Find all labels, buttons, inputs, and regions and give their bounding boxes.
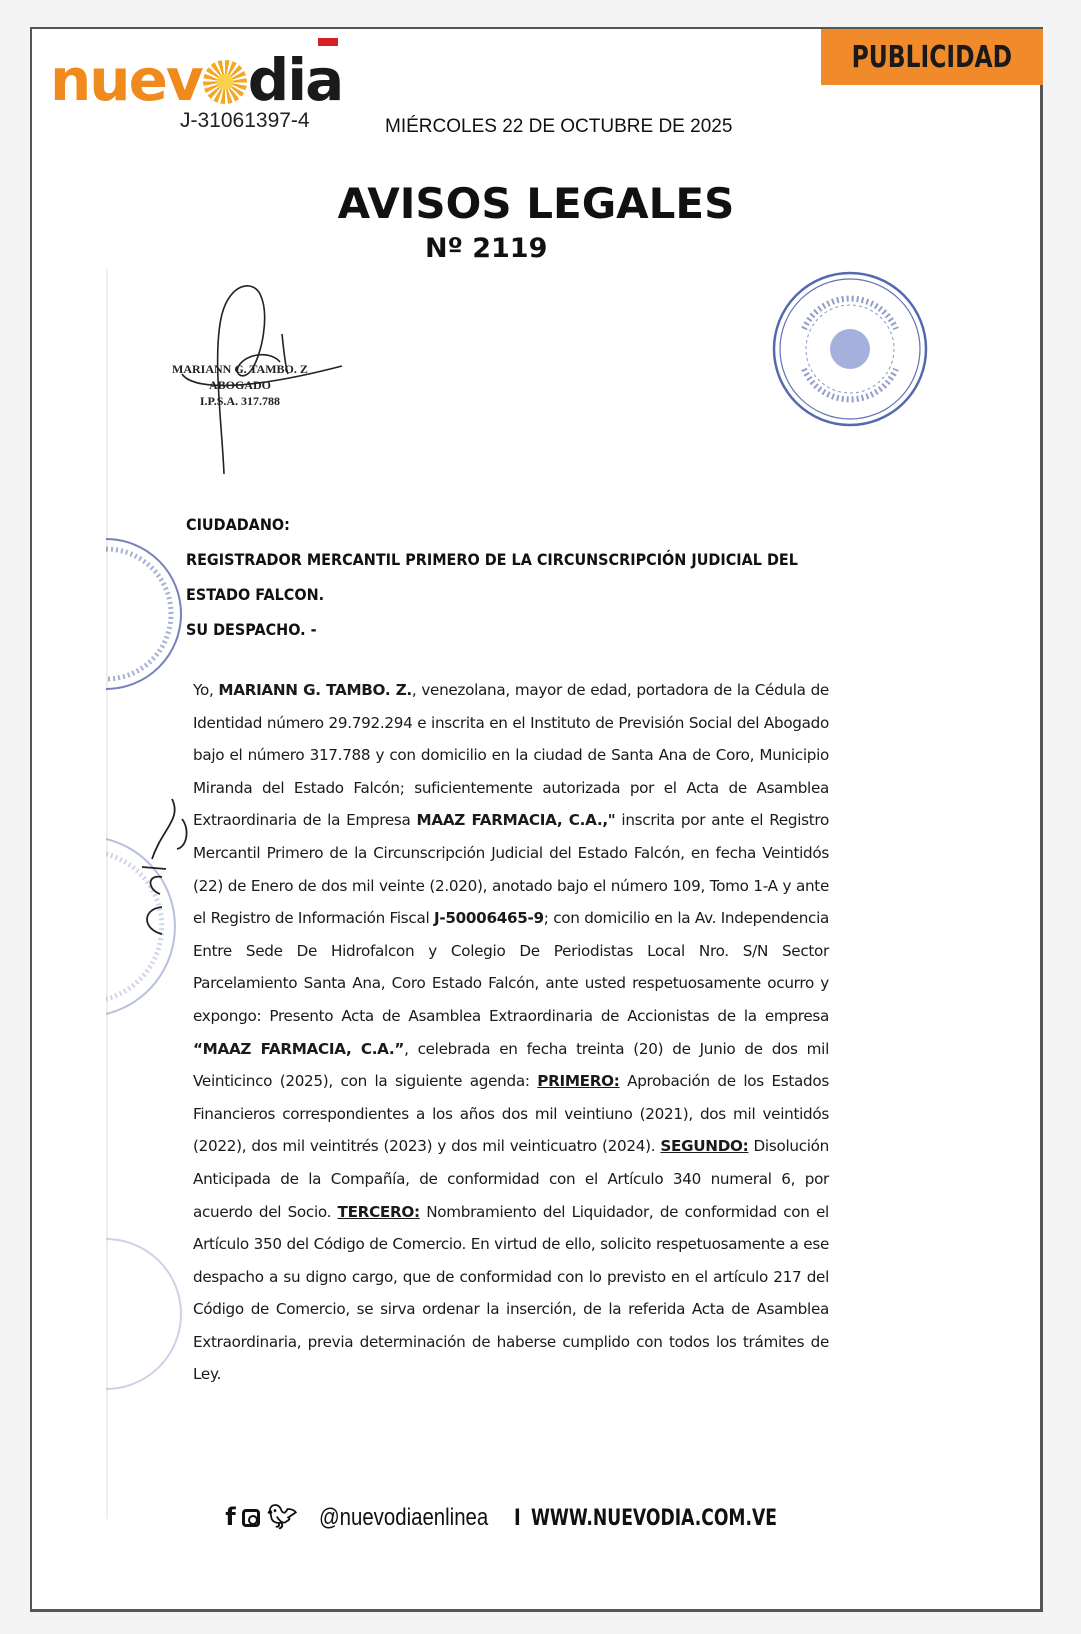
partial-stamp-icon	[106, 529, 186, 699]
addressee-salutation: CIUDADANO:	[186, 515, 290, 534]
section-badge: PUBLICIDAD	[821, 29, 1043, 85]
legal-notice-page	[30, 27, 1043, 1612]
company-name: MAAZ FARMACIA, C.A.,"	[416, 811, 616, 830]
addressee-closing: SU DESPACHO. -	[186, 620, 317, 639]
handwritten-initials-icon	[122, 789, 202, 939]
notice-body: Yo, MARIANN G. TAMBO. Z., venezolana, mayor de edad, portadora de la Cédula de Identidad número 29.792.294 e inscrita en el Instituto de Previsión Social del Abogado bajo el número 317.788 y con domicilio en la ciudad de Santa Ana de Coro, Municipio Miranda del Estado Falcón; suficientemente autorizada por el Acta de Asamblea Extraordinaria de la Empresa MAAZ FARMACIA, C.A.," inscrita por ante el Registro Mercantil Primero de la Circunscripción Judicial del Estado Falcón, en fecha Veintidós (22) de Enero de dos mil veinte (2.020), anotado bajo el número 109, Tomo 1-A y ante el Registro de Información Fiscal J-50006465-9; con domicilio en la Av. Independencia Entre Sede De Hidrofalcon y Colegio De Periodistas Local Nro. S/N Sector Parcelamiento Santa Ana, Coro Estado Falcón, ante usted respetuosamente ocurro y expongo: Presento Acta de Asamblea Extraordinaria de Accionistas de la empresa “MAAZ FARMACIA, C.A.”, celebrada en fecha treinta (20) de Junio de dos mil Veinticinco (2025), con la siguiente agenda: PRIMERO: Aprobación de los Estados Financieros correspondientes a los años dos mil veintiuno (2021), dos mil veintidós (2022), dos mil veintitrés (2023) y dos mil veinticuatro (2024). SEGUNDO: Disolución Anticipada de la Compañía, de conformidad con el Artículo 340 numeral 6, por acuerdo del Socio. TERCERO: Nombramiento del Liquidador, de conformidad con el Artículo 350 del Código de Comercio. En virtud de ello, solicito respetuosamente a ese despacho a su digno cargo, que de conformidad con lo previsto en el artículo 217 del Código de Comercio, se sirva ordenar la inserción, de la referida Acta de Asamblea Extraordinaria, previa determinación de haberse cumplido con todos los trámites de Ley.	[193, 681, 830, 1384]
instagram-icon[interactable]	[242, 1509, 260, 1527]
company-rif: J-50006465-9	[434, 909, 544, 928]
partial-stamp-icon	[106, 1229, 186, 1399]
facebook-icon[interactable]: f	[225, 1503, 236, 1531]
publication-date: MIÉRCOLES 22 DE OCTUBRE DE 2025	[385, 116, 733, 137]
agenda-item-primero: PRIMERO:	[537, 1072, 620, 1091]
twitter-icon[interactable]: 🐦︎	[267, 1503, 298, 1531]
agenda-item-tercero: TERCERO:	[337, 1202, 420, 1221]
addressee-state: ESTADO FALCON.	[186, 585, 325, 604]
newspaper-rif: J-31061397-4	[180, 109, 310, 132]
agenda-item-segundo: SEGUNDO:	[660, 1137, 749, 1156]
sun-logo-icon	[203, 60, 247, 104]
website-link[interactable]: WWW.NUEVODIA.COM.VE	[531, 1506, 778, 1531]
page-title: AVISOS LEGALES	[337, 179, 735, 228]
company-name: “MAAZ FARMACIA, C.A.”	[193, 1039, 405, 1058]
footer	[32, 1503, 1040, 1532]
notice-number: Nº 2119	[425, 233, 548, 264]
social-handle[interactable]: @nuevodiaenlinea	[319, 1504, 489, 1531]
addressee-block	[186, 507, 798, 647]
lawyer-name: MARIANN G. TAMBO. Z.	[218, 681, 412, 699]
newspaper-logo: nuev dia	[50, 51, 342, 109]
footer-separator: I	[514, 1504, 521, 1531]
logo-accent-bar	[318, 38, 338, 46]
addressee-office: REGISTRADOR MERCANTIL PRIMERO DE LA CIRCUNSCRIPCIÓN JUDICIAL DEL	[186, 550, 798, 569]
signature-stamp-text: MARIANN G. TAMBO. Z ABOGADO I.P.S.A. 317.788	[172, 362, 308, 408]
official-registry-stamp-icon	[770, 269, 930, 429]
